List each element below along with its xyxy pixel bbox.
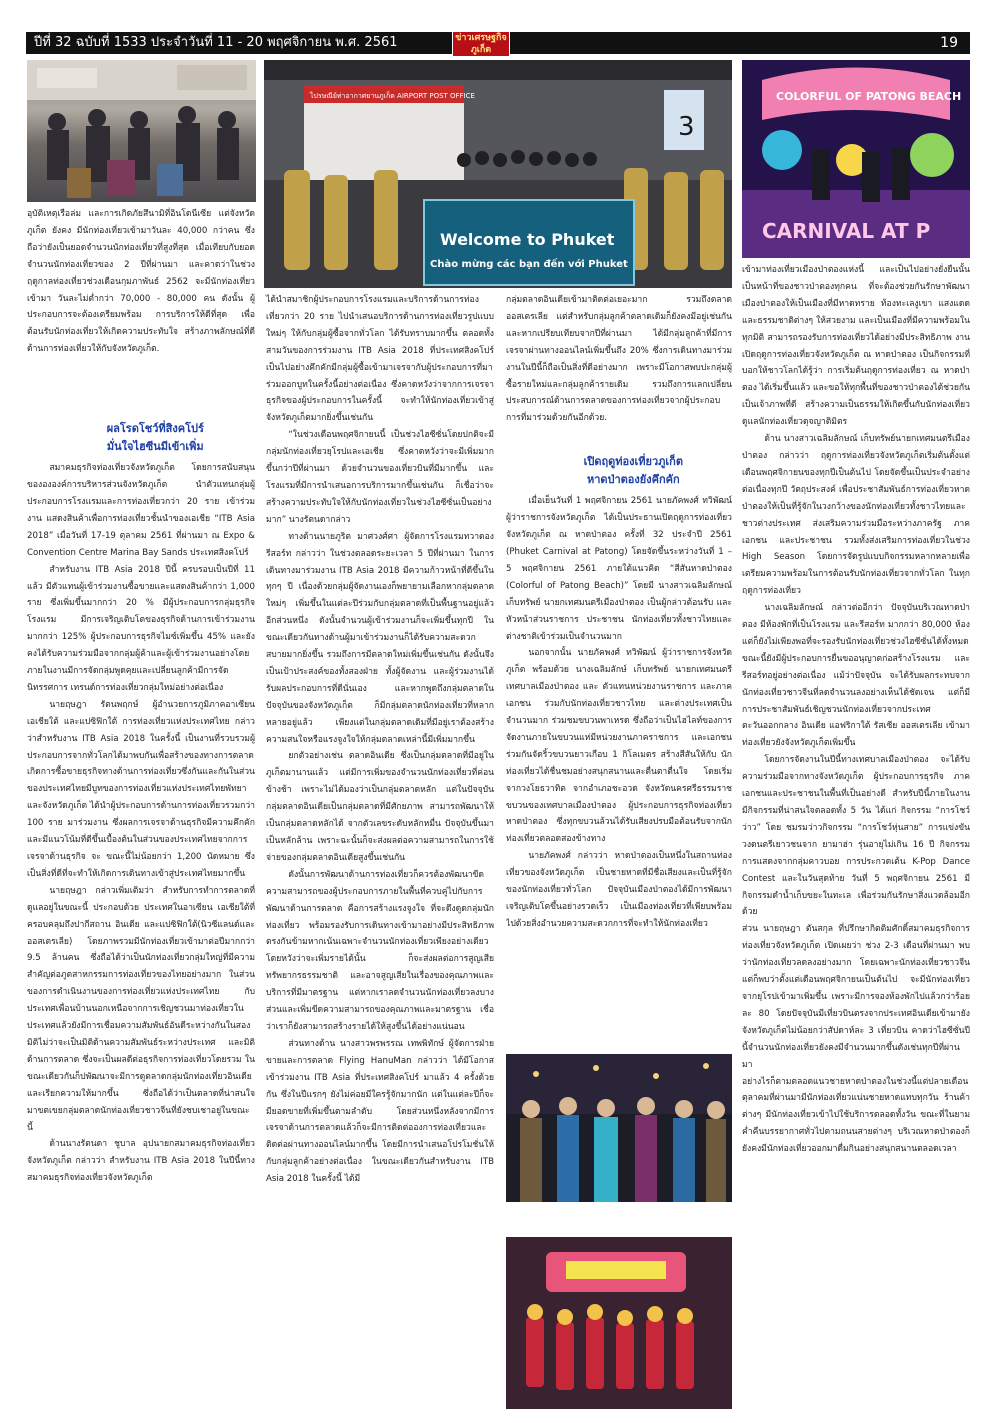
- headline-patong-2: หาดป่าตองยังคึกคัก: [586, 473, 680, 487]
- carnival-floor-text: CARNIVAL AT P: [762, 219, 931, 243]
- headline-patong-1: เปิดฤดูท่องเที่ยวภูเก็ต: [583, 455, 683, 469]
- photo-parade: [506, 1237, 732, 1409]
- paragraph: ส่วนทางด้าน นางสาวพรพรรณ เทพพิทักษ์ ผู้จัดการฝ่ายขายและการตลาด Flying HanuMan กล่าวว่า ได้มีโอกาสเข้าร่วมงาน ITB Asia ที่ประเทศสิงคโปร์ มาแล้ว 4 ครั้งด้วยกัน ซึ่งในปีแรกๆ ยังไม่ค่อยมีใครรู้จักมากนัก แต่ในแต่ละปีก็จะมียอดขายที่เพิ่มขึ้นตามลำดับ โดยส่วนหนึ่งหลังจากมีการเจรจาด้านการตลาดแล้วก็จะมีการติดต่อองการท่องเที่ยวและติดต่อผ่านทางออนไลน์มากขึ้น โดยมีการนำเสนอโปรโมชั่นให้กับกลุ่มลูกค้าอย่างต่อเนื่อง ในขณะเดียวกันสำหรับงาน ITB Asia 2018 ในครั้งนี้ ได้มี: [266, 1038, 494, 1185]
- gate-number: 3: [678, 112, 695, 142]
- paragraph: กลุ่มตลาดอินเดียเข้ามาติดต่อเยอะมาก รวมถึงตลาดออสเตรเลีย แต่สำหรับกลุ่มลูกค้าตลาดเดิมก็ยังคงมีอยู่เช่นกัน และหากเปรียบเทียบจากปีที่ผ่านมา ได้มีกลุ่มลูกค้าที่มีการเจรจาผ่านทางออนไลน์เพิ่มขึ้นถึง 20% ซึ่งการเดินทางมาร่วมงานในปีนี้ก็ถือเป็นสิ่งที่ดีอย่างมาก เพราะมีโอกาสพบปะกลุ่มผู้ซื้อรายใหม่และกลุ่มลูกค้ารายเดิม รวมถึงการแลกเปลี่ยนประสบการณ์ด้านการตลาดของการท่องเที่ยวจากผู้ประกอบการที่มาร่วมด้วยกันอีกด้วย.: [506, 295, 732, 424]
- issue-line: ปีที่ 32 ฉบับที่ 1533 ประจำวันที่ 11 - 20 พฤศจิกายน พ.ศ. 2561: [34, 35, 398, 50]
- paragraph: ดังนั้นการพัฒนาด้านการท่องเที่ยวก็ควรต้องพัฒนาขีดความสามารถของผู้ประกอบการภายในพื้นที่ควบคู่ไปกับการพัฒนาด้านการตลาด คือการสร้างแรงจูงใจ ที่จะดึงดูดกลุ่มนักท่องเที่ยว พร้อมรองรับการเดินทางเข้ามาอย่างมีประสิทธิภาพ ตรงกันข้ามหากเน้นเฉพาะจำนวนนักท่องเที่ยวเพียงอย่างเดียวโดยหวังว่าจะเพิ่มรายได้นั้น ก็จะส่งผลต่อการสูญเสียทรัพยากรธรรมชาติ และอาจสูญเสียในเรื่องของคุณภาพและบริการที่มีมาตรฐาน แต่หากเราลดจำนวนนักท่องเที่ยวลงบางส่วนและเพิ่มขีดความสามารถของคุณภาพและมาตรฐาน เชื่อว่าเราก็ยังสามารถสร้างรายได้ให้สูงขึ้นได้อย่างแน่นอน: [266, 869, 494, 1032]
- paragraph: ส่วน นายฤษฎา ตันสกุล ที่ปรึกษากิตติมศักดิ์สมาคมธุรกิจการท่องเที่ยวจังหวัดภูเก็ต เปิดเผยว่า ช่วง 2-3 เดือนที่ผ่านมา พบว่านักท่องเที่ยวลดลงอย่างมาก โดยเฉพาะนักท่องเที่ยวชาวจีน แต่ก็พบว่าตั้งแต่เดือนพฤศจิกายนเป็นต้นไป จะมีนักท่องเที่ยวจากยุโรปเข้ามาเพิ่มขึ้น เพราะมีการจองห้องพักไปแล้วกว่าร้อยละ 80 โดยปัจจุบันมีเที่ยวบินตรงจากประเทศอินเดียเข้ามายังจังหวัดภูเก็ตไม่น้อยกว่าสัปดาห์ละ 3 เที่ยวบิน คาดว่าไฮซีซั่นปีนี้จำนวนนักท่องเที่ยวยังคงมีจำนวนมากขึ้นดังเช่นทุกปีที่ผ่านมา: [742, 924, 970, 1070]
- paragraph: โดยการจัดงานในปีนี้ทางเทศบาลเมืองป่าตอง จะได้รับความร่วมมือจากทางจังหวัดภูเก็ต ผู้ประกอบการธุรกิจ ภาคเอกชนและประชาชนในพื้นที่เป็นอย่างดี สำหรับปีนี้ภายในงานมีกิจกรรมที่น่าสนใจตลอดทั้ง 5 วัน ได้แก่ กิจกรรม “การโชว์ว่าว” โดย ชมรมว่าวกิจกรรม “การโชว์หุ่นสาย” การแข่งขันวงดนตรีเยาวชนจาก ยามาฮ่า รุ่นอายุไม่เกิน 16 ปี กิจกรรมการแสดงจากกลุ่มคาวบอย การประกวดเต้น K-Pop Dance Contest และในวันสุดท้าย วันที่ 5 พฤศจิกายน 2561 มีกิจกรรมดำน้ำเก็บขยะในทะเล เพื่อร่วมกันรักษาสิ่งแวดล้อมอีกด้วย: [742, 755, 970, 918]
- patong-sign: COLORFUL OF PATONG BEACH: [776, 90, 962, 103]
- paragraph: นายภัคพงศ์ กล่าวว่า หาดป่าตองเป็นหนึ่งในสถานท่องเที่ยวของจังหวัดภูเก็ต เป็นชายหาดที่มีชื่อเสียงและเป็นที่รู้จักของนักท่องเที่ยวทั่วโลก ปัจจุบันเมืองป่าตองได้มีการพัฒนาเจริญเติบโตขึ้นอย่างรวดเร็ว เป็นเมืองท่องเที่ยวที่เพียบพร้อมไปด้วยสิ่งอำนวยความสะดวกการที่จะทำให้นักท่องเที่ยว: [506, 851, 732, 929]
- headline-singapore-2: มั่นใจไฮซีนมีเข้าเพิ่ม: [106, 440, 204, 454]
- paragraph: เข้ามาท่องเที่ยวเมืองป่าตองแห่งนี้ และเป็นไปอย่างยั่งยืนนั้น เป็นหน้าที่ของชาวป่าตองทุกคน ที่จะต้องช่วยกันรักษาพัฒนาเมืองป่าตองให้เป็นเมืองที่มีหาดทราย ท้องทะเลงูเขา แสงแดด และธรรมชาติต่างๆ ให้สวยงาม และเป็นเมืองที่มีความพร้อมในทุกมิติ สามารถรองรับการท่องเที่ยวได้อย่างมีประสิทธิภาพ งานเปิดฤดูการท่องเที่ยวจังหวัดภูเก็ต ณ หาดป่าตอง เป็นกิจกรรมที่บอกให้ชาวโลกได้รู้ว่า การเริ่มต้นฤดูการท่องเที่ยว ณ หาดป่าตอง ได้เริ่มขึ้นแล้ว และขอให้ทุกพื้นที่ของชาวป่าตองได้ช่วยกันเป็นเจ้าภาพที่ดี สร้างความเป็นธรรมให้เกิดขึ้นกับนักท่องเที่ยว ดูแลนักท่องเที่ยวดุจญาติมิตร: [742, 265, 970, 428]
- paragraph: นายฤษฎา รัตนพฤกษ์ ผู้อำนวยการภูมิภาคอาเซียน เอเชียใต้ และแปซิฟิกใต้ การท่องเที่ยวแห่งประเทศไทย กล่าวว่าสำหรับงาน ITB Asia 2018 ในครั้งนี้ เป็นงานที่รวบรวมผู้ประกอบการจากทั่วโลกได้มาพบกันเพื่อสร้างของทางการตลาด เกิดการซื้อขายธุรกิจทางด้านการท่องเที่ยวซึ่งกันและกันในส่วนของประเทศไทยมีบูทของการท่องเที่ยวแห่งประเทศไทยพัทยา และจังหวัดภูเก็ต ได้นำผู้ประกอบการด้านการท่องเที่ยวรวมกว่า 100 ราย มาร่วมงาน ซึ่งผลการเจรจาด้านธุรกิจมีความคึกคักและมีแนวโน้มที่ดีขึ้นเบื้องต้นในส่วนของประเทศไทยจากการเจรจาด้านธุรกิจ จะ ขณะนี้ไม่น้อยกว่า 1,200 นัดหมาย ซึ่งเป็นสิ่งที่ดีที่จะทำให้เกิดการเดินทางเข้าสู่ประเทศไทยมากขึ้น: [27, 699, 256, 879]
- column-4: [742, 262, 970, 1158]
- photo-airport-arrivals: [27, 60, 256, 202]
- welcome-banner-line2: Chào mừng các bạn đến với Phuket: [430, 259, 628, 270]
- paragraph: ได้นำสมาชิกผู้ประกอบการโรงแรมและบริการด้านการท่องเที่ยวกว่า 20 ราย ไปนำเสนอบริการด้านการท่องเที่ยวรูปแบบใหม่ๆ ให้กับกลุ่มผู้ซื้อจากทั่วโลก ได้รับทราบมากขึ้น ตลอดทั้งสามวันของการร่วมงาน ITB Asia 2018 ที่ประเทศสิงคโปร์ เป็นไปอย่างคึกคักมีกลุ่มผู้ซื้อเข้ามาเจรจากับผู้ประกอบการที่มาร่วมออกบูทในครั้งนี้อย่างต่อเนื่อง ซึ่งคาดหวังว่าจากการเจรจาธุรกิจของผู้ประกอบการในครั้งนี้ จะทำให้นักท่องเที่ยวเข้าสู่จังหวัดภูเก็ตมากยิ่งขึ้นเช่นกัน: [266, 295, 494, 424]
- paragraph: สมาคมธุรกิจท่องเที่ยวจังหวัดภูเก็ต โดยการสนับสนุนของององค์การบริหารส่วนจังหวัดภูเก็ต นำตัวแทนกลุ่มผู้ประกอบการโรงแรมและการท่องเที่ยวกว่า 20 ราย เข้าร่วมงาน แสดงสินค้าเพื่อการท่องเที่ยวชั้นนำของเอเชีย “ITB Asia 2018” เมื่อวันที่ 17-19 ตุลาคม 2561 ที่ผ่านมา ณ Expo & Convention Centre Marina Bay Sands ประเทศสิงคโปร์: [27, 463, 255, 558]
- column-1: [27, 206, 255, 1187]
- paragraph: ด้าน นางสาวเฉลิมลักษณ์ เก็บทรัพย์นายกเทศมนตรีเมืองป่าตอง กล่าวว่า ฤดูการท่องเที่ยวจังหวัดภูเก็ตเริ่มต้นตั้งแต่เดือนพฤศจิกายนของทุกปีเป็นต้นไป โดยจัดขึ้นเป็นประจำอย่างต่อเนื่องทุกปี วัตถุประสงค์ เพื่อประชาสัมพันธ์การท่องเที่ยวหาดป่าตองให้เป็นที่รู้จักในวงกว้างของนักท่องเที่ยวทั้งชาวไทยและชาวต่างประเทศ ส่งเสริมความร่วมมือระหว่างภาครัฐ ภาคเอกชน และประชาชน รวมทั้งส่งเสริมการท่องเที่ยวในช่วง High Season โดยการจัดรูปแบบกิจกรรมหลากหลายเพื่อเตรียมความพร้อมในการต้อนรับนักท่องเที่ยวจากทั่วโลก ในทุกฤดูการท่องเที่ยว: [742, 434, 970, 597]
- photo-officials-group-art: [506, 1054, 732, 1202]
- photo-officials-group: [506, 1054, 732, 1202]
- paragraph: ยกตัวอย่างเช่น ตลาดอินเดีย ซึ่งเป็นกลุ่มตลาดที่มีอยู่ในภูเก็ตมานานแล้ว แต่มีการเพิ่มของจำนวนนักท่องเที่ยวที่ค่อนข้างช้า เพราะไม่ได้มองว่าเป็นกลุ่มตลาดหลัก แต่ในปัจจุบันกลุ่มตลาดอินเดียเป็นกลุ่มตลาดที่มีศักยภาพ สามารถพัฒนาให้เป็นกลุ่มตลาดหลักได้ จากตัวเลขระดับหลักหมื่น ปัจจุบันขึ้นมาเป็นหลักล้าน เพราะฉะนั้นก็จะส่งผลต่อความสามารถในการใช้จ่ายของกลุ่มตลาดอินเดียสูงขึ้นเช่นกัน: [266, 751, 494, 863]
- photo-parade-art: [506, 1237, 732, 1409]
- article-intro: อุบัติเหตุเรือล่ม และการเกิดภัยสึนามิที่อินโดนีเซีย แต่จังหวัดภูเก็ต ยังคง มีนักท่องเที่ยวเข้ามาวันละ 40,000 กว่าคน ซึ่งถือว่ายังเป็นยอดจำนวนนักท่องเที่ยวที่สูงที่สุด เมื่อเทียบกับยอดจำนวนนักท่องเที่ยวของ 2 ปีที่ผ่านมา และคาดว่าในช่วงฤดูกาลท่องเที่ยวช่วงเดือนกุมภาพันธ์ 2562 จะมีนักท่องเที่ยวเข้ามา วันละไม่ต่ำกว่า 70,000 - 80,000 คน ดังนั้น ผู้ประกอบการจะต้องเตรียมพร้อม การบริการให้ดีที่สุด เพื่อ ต้อนรับนักท่องเที่ยวให้เกิดความประทับใจ สร้างภาพลักษณ์ที่ดีด้านการท่องเที่ยวให้กับจังหวัดภูเก็ต.: [27, 209, 255, 355]
- paragraph: นางเฉลิมลักษณ์ กล่าวต่ออีกว่า ปัจจุบันบริเวณหาดป่าตอง มีห้องพักที่เป็นโรงแรม และรีสอร์ท มากกว่า 80,000 ห้อง แต่ก็ยังไม่เพียงพอที่จะรองรับนักท่องเที่ยวช่วงไฮซีซั่นได้ทั้งหมด ขณะนี้ยังมีผู้ประกอบการยื่นขออนุญาตก่อสร้างโรงแรม และรีสอร์ทอยู่อย่างต่อเนื่อง แม้ว่าปัจจุบัน จะได้รับผลกระทบจากนักท่องเที่ยวชาวจีนที่ลดจำนวนลงอย่างเห็นได้ชัดเจน แต่ก็มีการประชาสัมพันธ์เชิญชวนนักท่องเที่ยวจากประเทศตะวันออกกลาง อินเดีย แอฟริกาใต้ รัสเซีย ออสเตรเลีย เข้ามาท่องเที่ยวยังจังหวัดภูเก็ตเพิ่มขึ้น: [742, 603, 970, 749]
- paragraph: อย่างไรก็ตามตลอดแนวชายหาดป่าตองในช่วงนี้แต่ปลายเดือนตุลาคมที่ผ่านมามีนักท่องเที่ยวแน่นชายหาดแทบทุกวัน ร้านค้าต่างๆ มีนักท่องเที่ยวเข้าไปใช้บริการตลอดทั้งวัน ขณะที่ในยามค่ำคืนบรรยากาศทั่วไปตามถนนสายต่างๆ บริเวณหาดป่าตองก็ยังคงมีนักท่องเที่ยวออกมาดื่มกินอย่างสนุกสนานตลอดเวลา: [742, 1076, 970, 1155]
- welcome-banner-line1: Welcome to Phuket: [440, 230, 615, 249]
- paragraph: นายฤษฎา กล่าวเพิ่มเติมว่า สำหรับการทำการตลาดที่ดูแลอยู่ในขณะนี้ ประกอบด้วย ประเทศในอาเซียน เอเชียใต้ที่ครอบคลุมถึงปากีสถาน อินเดีย และแปซิฟิกใต้(นิวซีแลนด์และออสเตรเลีย) โดยภาพรวมมีนักท่องเที่ยวเข้ามาต่อปีมากกว่า 9.5 ล้านคน ซึ่งถือได้ว่าเป็นนักท่องเที่ยวกลุ่มใหญ่ที่มีความสำคัญต่อภูตสาหกรรมการท่องเที่ยวของไทยอย่างมาก ในส่วนของการดำเนินงานของการท่องเที่ยวแห่งประเทศไทย กับประเทศเพื่อนบ้านนอกเหนือจากการเชิญชวนมาท่องเที่ยวในประเทศแล้วยังมีการเชื่อมความสัมพันธ์อันดีระหว่างกันในสองมิติไม่ว่าจะเป็นมิติด้านความสัมพันธ์ระหว่างประเทศ และมิติด้านการตลาด ซึ่งจะเป็นผลดีต่อธุรกิจการท่องเที่ยวโดยรวม ในขณะเดียวกันก็ปพัฒนาจะมีการดูตลาดกลุ่มนักท่องเที่ยวอินเดีย และเรียกความให้มากขึ้น ซึ่งถือได้ว่าเป็นตลาดที่น่าสนใจ มาขตเขยกลุ่มตลาดนักท่องเที่ยวชาวจีนที่ยังชบเชาอยู่ในขณะนี้: [27, 885, 255, 1133]
- photo-patong-stage: [742, 60, 970, 258]
- photo-patong-stage-art: [742, 60, 970, 258]
- paragraph: “ในช่วงเดือนพฤศจิกายนนี้ เป็นช่วงไฮซีซั่นโดยปกติจะมีกลุ่มนักท่องเที่ยวยุโรปและเอเชีย ซึ่งคาดหวังว่าจะมีเพิ่มมากขึ้นกว่าปีที่ผ่านมา ด้วยจำนวนของเที่ยวบินที่มีมากขึ้น และโรงแรมที่มีการนำเสนอการบริการมากขึ้นเช่นกัน ก็เชื่อว่าจะสร้างความประทับใจให้กับนักท่องเที่ยวในช่วงไฮซีซั่นเป็นอย่างมาก” นางรัตนดากล่าว: [266, 430, 494, 525]
- paragraph: เมื่อเย็นวันที่ 1 พฤศจิกายน 2561 นายภัคพงศ์ ทวิพัฒน์ ผู้ว่าราชการจังหวัดภูเก็ต ได้เป็นประธานเปิดฤดูการท่องเที่ยวจังหวัดภูเก็ต ณ หาดป่าตอง ครั้งที่ 32 ประจำปี 2561 (Phuket Carnival at Patong) โดยจัดขึ้นระหว่างวันที่ 1 – 5 พฤศจิกายน 2561 ภายใต้แนวคิด “สีสันหาดป่าตอง (Colorful of Patong Beach)” โดยมี นางสาวเฉลิมลักษณ์ เก็บทรัพย์ นายกเทศมนตรีเมืองป่าตอง เป็นผู้กล่าวต้อนรับ และหัวหน้าส่วนราชการ ประชาชน นักท่องเที่ยวทั้งชาวไทยและต่างชาติเข้าร่วมเป็นจำนวนมาก: [506, 496, 732, 642]
- paragraph: นอกจากนั้น นายภัคพงศ์ ทวิพัฒน์ ผู้ว่าราชการจังหวัดภูเก็ต พร้อมด้วย นางเฉลิมลักษ์ เก็บทรัพย์ นายกเทศมนตรีเทศบาลเมืองป่าตอง และ ตัวแทนหน่วยงานราชการ และภาคเอกชน ร่วมกับนักท่องเที่ยวชาวไทย และต่างประเทศเป็นจำนวนมาก ร่วมชมขบวนพาเหรด ซึ่งถือว่าเป็นไฮไลท์ของการจัดงานภายในขบวนแห่มีหน่วยงานภาคราชการ และเอกชน ร่วมกันจัดริ้วขบวนยาวเกือบ 1 กิโลเมตร สร้างสีสันให้กับ นักท่องเที่ยวได้ชื่นชมอย่างสนุกสนานและตื่นตาตื่นใจ โดยเริ่มจากวงโยธวาทิต จากอำเภอชะอวด จังหวัดนครศรีธรรมราช ขบวนของเทศบาลเมืองป่าตอง ผู้ประกอบการธุรกิจท่องเที่ยวหาดป่าตอง ซึ่งทุกขบวนล้วนได้รับเสียงปรบมือต้อนรับจากนักท่องเที่ยวตลอดสองข้างทาง: [506, 648, 732, 845]
- photo-welcome-group-art: [264, 60, 732, 288]
- post-office-sign: ไปรษณีย์ท่าอากาศยานภูเก็ต AIRPORT POST OFFICE: [310, 92, 475, 100]
- column-3: [506, 292, 732, 1052]
- photo-airport-arrivals-art: [27, 60, 256, 202]
- page-number: 19: [940, 35, 958, 51]
- paragraph: ทางด้านนายภูริต มาศวงศ์ศา ผู้จัดการโรงแรมทวาดองรีสอร์ท กล่าวว่า ในช่วงตลอดระยะเวลา 5 ปีที่ผ่านมา ในการเดินทางมาร่วมงาน ITB Asia 2018 มีความก้าวหน้าที่ดีขึ้นในทุกๆ ปี เนื่องด้วยกลุ่มผู้จัดงานเองก็พยายามเลือกหากลุ่มตลาดใหม่ๆ เพิ่มขึ้นในแต่ละปีร่วมกับกลุ่มตลาดที่เป็นพื้นฐานอยู่แล้วอีกส่วนหนึ่ง ดังนั้นจำนวนผู้เข้าร่วมงานก็จะเพิ่มขึ้นทุกปี ในขณะเดียวกันทางด้านผู้มาเข้าร่วมงานก็ได้รับความสะดวกสบายมากยิ่งขึ้น รวมถึงการมีตลาดใหม่เพิ่มขึ้นเช่นกัน ดังนั้นจึงเป็นเป้าประสงค์ของทั้งสองฝ่าย ทั้งผู้จัดงาน และผู้ร่วมงานได้รับผลประกอบการที่ดีนั่นเอง และหากพูดถึงกลุ่มตลาดในปัจจุบันของจังหวัดภูเก็ต ก็มีกลุ่มตลาดนักท่องเที่ยวที่หลากหลายอยู่แล้ว เพียงแต่ในกลุ่มตลาดเดิมที่มีอยู่เราต้องสร้างความสนใจหรือแรงจูงใจให้กลุ่มตลาดเหล่านี้มีเพิ่มมากขึ้น: [266, 531, 494, 745]
- headline-singapore-1: ผลโรดโชว์ที่สิงคโปร์: [106, 422, 204, 436]
- photo-welcome-group: [264, 60, 732, 288]
- column-2: [266, 292, 494, 1188]
- masthead-logo: ข่าวเศรษฐกิจ ภูเก็ต: [452, 31, 510, 57]
- paragraph: ด้านนางรัตนดา ชูบาล อุปนายกสมาคมธุรกิจท่องเที่ยวจังหวัดภูเก็ต กล่าวว่า สำหรับงาน ITB Asia 2018 ในปีนี้ทางสมาคมธุรกิจท่องเที่ยวจังหวัดภูเก็ต: [27, 1139, 255, 1184]
- paragraph: สำหรับงาน ITB Asia 2018 ปีนี้ ครบรอบเป็นปีที่ 11 แล้ว มีตัวแทนผู้เข้าร่วมงานซื้อขายและแสดงสินค้ากว่า 1,000 ราย ซึ่งเพิ่มขึ้นมากกว่า 20 % มีผู้ประกอบการกลุ่มธุรกิจโรงแรม มีการเจริญเติบโตของธุรกิจด้านการเข้าร่วมงานมากกว่า 125% ผู้ประกอบการธุรกิจไมซ์เพิ่มขึ้น 45% และยังคงได้รับความร่วมมือจากกลุ่มผู้ค้าและผู้เข้าร่วมงานอย่างโดยภายในงานมีการจัดกลุ่มพูดคุยและเปลี่ยนลูกค้ามีการจัดนิทรรศการ เทรนด์การท่องเที่ยวกลุ่มใหม่อย่างต่อเนื่อง: [27, 564, 255, 693]
